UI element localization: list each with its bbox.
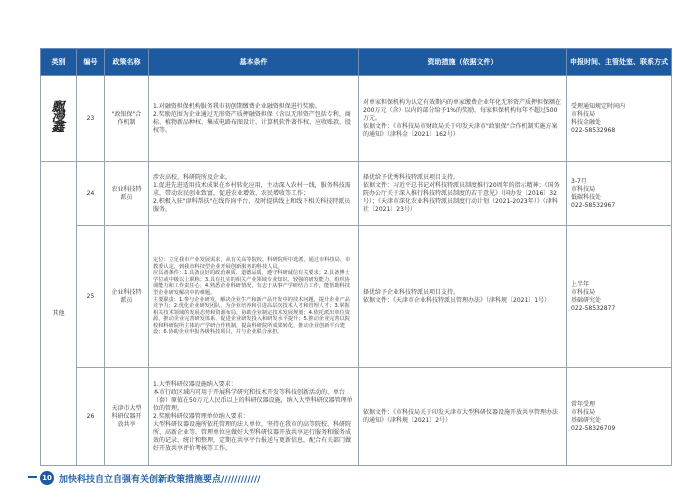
contact-office: 基础研究处 <box>571 416 602 424</box>
table-row <box>41 162 672 226</box>
policy-name: "政银保"合作机制 <box>105 76 149 162</box>
condition-line: 1.大型科研仪器设施纳入要求： <box>153 380 237 388</box>
header-category: 类别 <box>41 49 77 76</box>
header-name: 政策名称 <box>105 49 149 76</box>
contact-phone: 022-58532968 <box>571 126 616 134</box>
condition-line: 定位：立足我市产业发展需求，从有关高等院校、科研院所中选派，通过市科技局、市教委认定，到我市科技型企业开展创新服务的科技人员。 <box>153 256 351 270</box>
condition-line: 应具备条件：1.具备良好的政治素质、道德品质，遵守科研诚信有关要求；2.具备博士学位或中级以上职称；3.具有扎实的相关产业领域专业知识、较强的研发能力、组织协调能力和工作责任心；4.熟悉企业科研情况，有志于从事产学研结合工作，能帮助科技型企业研发解决中的难题。 <box>153 270 350 296</box>
footer-title <box>59 472 260 485</box>
support-line: 对单家担保机构为认定有效期内的单家缴费企业年化无形资产质押担保额在200万元（含）以内的部分给予1%的奖励，每家担保机构每年不超过500万元。 <box>363 98 562 122</box>
category-other: 其他 <box>41 162 77 466</box>
contact-agency: 市科技局 <box>571 185 596 193</box>
condition-line: 大型科研仪器设施所依托管理的法人单位，坚持在我市的高等院校、科研院所、高新企业等，管理单位应做好大型科研仪器开放共享运行服务和服务成效的记录、统计和整理，定期在共享平台报送与更新信息，配合有关部门做好开放共享评价考核等工作。 <box>153 420 352 452</box>
support-line: 择优给予企业科技特派员项目支持。 <box>363 288 460 296</box>
signature-cell <box>41 76 77 162</box>
support-line: 依据文件：习近平总书记对科技特派员制度推行20周年的指示精神；《国务院办公厅关于深入推行科技特派员制度的若干意见》（国办发〔2016〕32号）；《天津市深化农业科技特派员制度行动计划（2021-2023年）》（津科社〔2021〕23号） <box>363 181 560 213</box>
row-number: 23 <box>77 76 105 162</box>
row-number: 26 <box>77 368 105 466</box>
table-row <box>41 226 672 368</box>
conditions-cell <box>149 226 359 368</box>
contact-cell <box>567 226 672 368</box>
contact-cell <box>567 162 672 226</box>
contact-office: 科技金融处 <box>571 118 602 126</box>
header-conditions: 基本条件 <box>149 49 359 76</box>
condition-line: 1.促进先进适用技术成果在乡村转化应用，主动深入农村一线，服务科技需求，带动农民创业致富，促进农业增效、农民增收等工作； <box>153 181 351 197</box>
condition-line: 本市行政区域内可用于开展科学研究和技术开发等科技创新活动的、单台（套）原值在50万元人民币以上的科研仪器设施，纳入大型科研仪器管理单位的管理。 <box>153 388 353 412</box>
conditions-cell <box>149 76 359 162</box>
contact-office: 基础研究处 <box>571 296 602 304</box>
page-footer <box>28 470 668 488</box>
conditions-cell <box>149 368 359 466</box>
condition-line: 2.积极入驻"津科帮扶"在线咨询平台，及时提供线上和线下相关科技特派员服务。 <box>153 197 351 213</box>
contact-phone: 022-58326709 <box>571 424 616 432</box>
condition-line: 涉农高校、科研院所及企业。 <box>153 173 232 181</box>
condition-line: 主要职责：1.参与企业研发，解决企业生产和新产品开发中的技术问题，提升企业产品竞争力；2.优化企业研发团队，为企业培养和引进高层次技术人才和管理人才；3.掌握相关技术领域的发展态势和资源布局，协助企业制定技术发展规划；4.依托派出单位资源，推动企业完善研发体系，促进企业研发投入和研发水平提升；5.推动企业完善以院校和科研院所主体的产学研合作机制，提高科研院所成果转化，推动企业创新平台建设；6.协助企业申报各级科技项目，并与企业联合承担。 <box>153 296 350 336</box>
footer-title-text: 加快科技自立自强有关创新政策措施要点 <box>59 475 222 485</box>
contact-agency: 市科技局 <box>571 288 596 296</box>
conditions-cell <box>149 162 359 226</box>
support-line: 择优给予优秀科技特派员项目支持。 <box>363 173 460 181</box>
support-line: 依据文件：《市科技局市财政局关于印发天津市"政银保"合作机制实施方案的通知》（津科金〔2021〕162号） <box>363 122 558 138</box>
contact-agency: 市科技局 <box>571 110 596 118</box>
contact-office: 低碳科技处 <box>571 193 602 201</box>
support-cell <box>359 162 567 226</box>
contact-time: 受理通知规定时间内 <box>571 102 626 110</box>
table-row <box>41 368 672 466</box>
header-contact: 申报时间、主管处室、联系方式 <box>567 49 672 76</box>
handwritten-signature: 飘漫鑫 <box>51 99 66 135</box>
support-line: 依据文件：《天津市企业科技特派员管理办法》（津科规〔2021〕1号） <box>363 296 551 304</box>
contact-cell <box>567 368 672 466</box>
condition-line: 2.奖励范围为企业通过无形资产质押融资担保（含以无形资产包括专利、商标、植物新品种权、集成电路布图设计、计算机软件著作权、应收账款、股权等。 <box>153 110 352 134</box>
contact-agency: 市科技局 <box>571 408 596 416</box>
contact-time: 3-7月 <box>571 177 587 185</box>
footer-rule <box>28 476 37 478</box>
contact-time: 上半年 <box>571 280 590 288</box>
row-number: 24 <box>77 162 105 226</box>
policy-table <box>40 48 672 466</box>
table-header-row <box>41 49 672 76</box>
header-support: 资助措施（依据文件） <box>359 49 567 76</box>
table-row <box>41 76 672 162</box>
policy-page <box>40 48 671 466</box>
row-number: 25 <box>77 226 105 368</box>
support-cell <box>359 226 567 368</box>
contact-time: 常年受理 <box>571 400 596 408</box>
contact-phone: 022-58532967 <box>571 201 616 209</box>
condition-line: 1.对融资担保机构服务我市初创期缴费企业融资担保进行奖励。 <box>153 102 321 110</box>
condition-line: 2.奖励科研仪器管理单位纳入要求： <box>153 412 249 420</box>
support-cell <box>359 76 567 162</box>
policy-name: 企业科技特派员 <box>105 226 149 368</box>
footer-slashes: //////////// <box>221 475 261 485</box>
support-line: 依据文件：《市科技局关于印发天津市大型科研仪器设施开放共享管理办法的通知》（津科规〔2021〕2号） <box>363 408 559 424</box>
support-cell <box>359 368 567 466</box>
policy-name: 农业科技特派员 <box>105 162 149 226</box>
page-number-badge: 10 <box>40 471 54 485</box>
header-number: 编号 <box>77 49 105 76</box>
policy-name: 天津市大型科研仪器开放共享 <box>105 368 149 466</box>
contact-cell <box>567 76 672 162</box>
contact-phone: 022-58532877 <box>571 304 616 312</box>
